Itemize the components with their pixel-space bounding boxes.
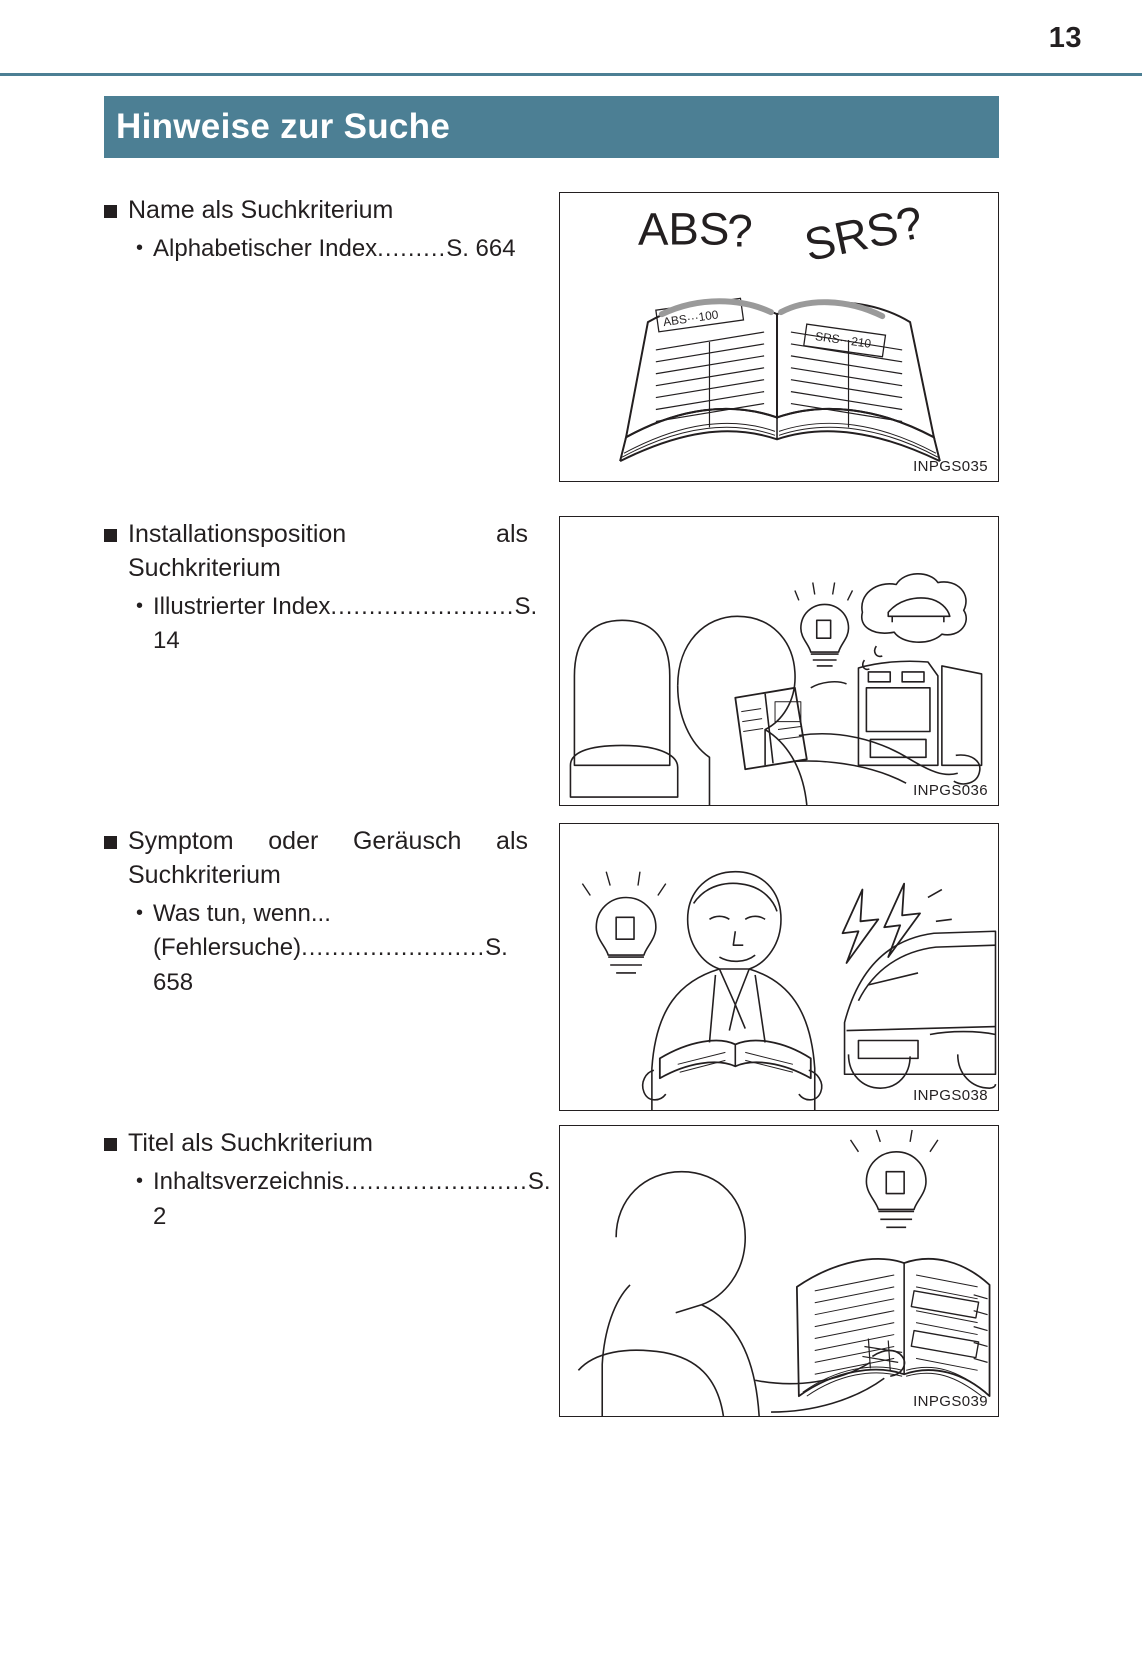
figure-table-of-contents xyxy=(559,1125,999,1417)
content-row-name-criterion xyxy=(104,192,999,482)
sub-item xyxy=(136,232,544,267)
sub-item xyxy=(136,897,544,1001)
square-bullet-icon xyxy=(104,836,117,849)
row-text-block xyxy=(104,823,544,1001)
figure-troubleshooting xyxy=(559,823,999,1111)
dot-bullet-icon: • xyxy=(136,1169,144,1192)
page-title: Hinweise zur Suche xyxy=(116,107,451,146)
square-bullet-icon xyxy=(104,205,117,218)
section-title-bar xyxy=(104,96,999,158)
leader-dots: ........................ xyxy=(301,934,486,962)
row-text-block xyxy=(104,1125,551,1234)
sub-item xyxy=(136,590,544,660)
content-row-symptom-criterion xyxy=(104,823,999,1111)
sub-item-label: Alphabetischer Index xyxy=(153,234,378,262)
svg-text:ABS···100: ABS···100 xyxy=(662,307,720,330)
sub-item xyxy=(136,1165,551,1235)
row-text-block xyxy=(104,516,544,659)
sub-item-text xyxy=(153,1165,550,1235)
figure-illustration xyxy=(560,824,998,1110)
leader-dots: ........................ xyxy=(330,592,515,620)
sub-item-page-ref[interactable]: S. 14 xyxy=(153,592,538,655)
page-number: 13 xyxy=(1048,22,1082,54)
svg-text:SRS?: SRS? xyxy=(800,196,928,272)
figure-illustrated-index xyxy=(559,516,999,806)
sub-item-label: Was tun, wenn... xyxy=(153,899,331,927)
sub-item-page-ref[interactable]: S. 2 xyxy=(153,1167,551,1230)
figure-code: INPGS039 xyxy=(913,1393,988,1410)
item-heading-label: Titel als Suchkriterium xyxy=(128,1129,373,1157)
sub-item-page-ref[interactable]: S. 658 xyxy=(153,934,508,997)
row-text-block xyxy=(104,192,544,267)
figure-code: INPGS035 xyxy=(913,458,988,475)
item-heading-label: Symptom oder Geräusch als Suchkriterium xyxy=(128,827,528,889)
item-heading xyxy=(104,1127,544,1161)
content-row-title-criterion xyxy=(104,1125,999,1417)
figure-illustration xyxy=(560,517,998,805)
item-heading-label: Name als Suchkriterium xyxy=(128,196,394,224)
item-heading-label: Installationsposition als Suchkriterium xyxy=(128,520,528,582)
sub-item-text xyxy=(153,590,544,660)
svg-text:?: ? xyxy=(727,205,753,257)
sub-item-label-line2: (Fehlersuche) xyxy=(153,934,302,962)
square-bullet-icon xyxy=(104,529,117,542)
item-heading xyxy=(104,825,544,893)
figure-index-book xyxy=(559,192,999,482)
sub-item-label: Illustrierter Index xyxy=(153,592,331,620)
dot-bullet-icon: • xyxy=(136,236,144,259)
sub-item-text xyxy=(153,232,516,267)
item-heading xyxy=(104,194,544,228)
svg-text:SRS···210: SRS···210 xyxy=(814,329,872,351)
figure-code: INPGS036 xyxy=(913,782,988,799)
figure-illustration xyxy=(560,1126,998,1416)
item-heading xyxy=(104,518,544,586)
content-row-installation-criterion xyxy=(104,516,999,806)
sub-item-label: Inhaltsverzeichnis xyxy=(153,1167,344,1195)
header-rule xyxy=(0,73,1142,76)
dot-bullet-icon: • xyxy=(136,901,144,924)
sub-item-page-ref[interactable]: S. 664 xyxy=(446,234,516,262)
square-bullet-icon xyxy=(104,1138,117,1151)
leader-dots: ......... xyxy=(377,234,447,262)
dot-bullet-icon: • xyxy=(136,594,144,617)
figure-code: INPGS038 xyxy=(913,1087,988,1104)
sub-item-text xyxy=(153,897,544,1001)
leader-dots: ........................ xyxy=(343,1167,528,1195)
figure-illustration xyxy=(560,193,998,481)
svg-text:ABS: ABS xyxy=(637,203,730,255)
